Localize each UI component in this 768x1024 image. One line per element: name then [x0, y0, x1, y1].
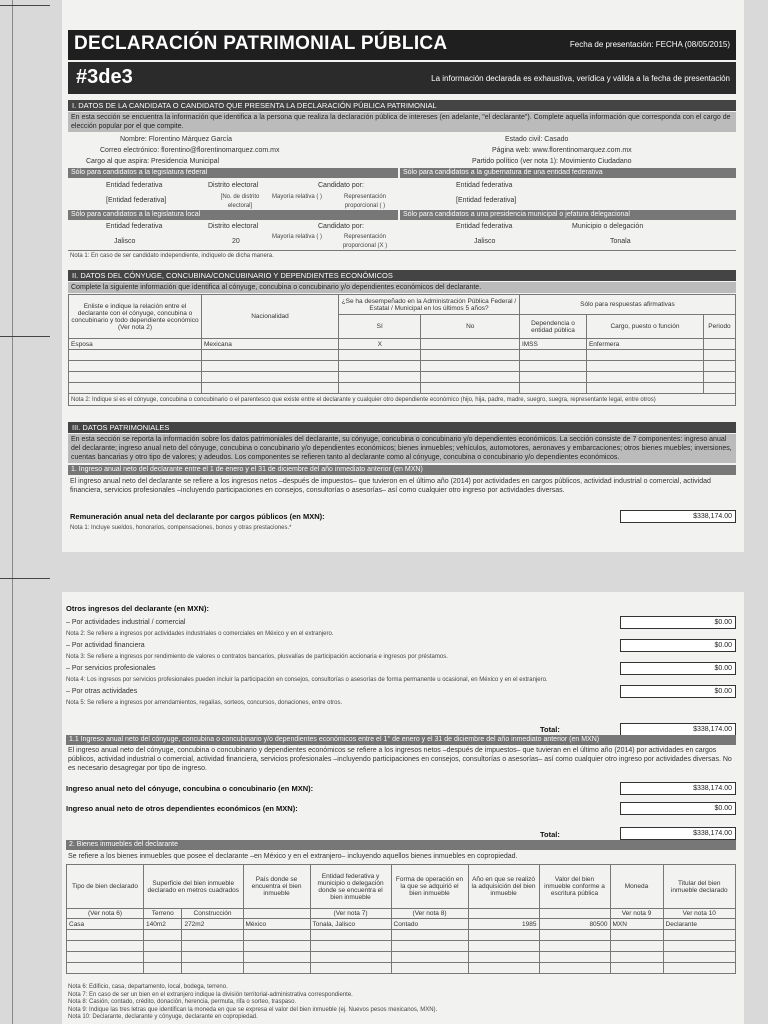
income-other-value: $0.00 — [620, 685, 736, 698]
income-description: El ingreso anual neto del declarante se refiere a los ingresos netos –después de impuestos– que tuvieron en el último año (2014) por actividades en cargos públicos, actividad industrial o comercial, actividad financiera, servicios profesionales –incluyendo participaciones en consejos, consultorías o asesorías– así como cualquier otro ingreso por actividades diversas. — [70, 478, 711, 494]
col-nationality-header: Nacionalidad — [202, 295, 339, 339]
label-entidad-local: Entidad federativa — [106, 223, 163, 230]
th-tipo: Tipo de bien declarado — [67, 865, 144, 909]
cell-forma: Contado — [391, 919, 468, 930]
income-financial-label: – Por actividad financiera — [66, 642, 145, 649]
total-value: $338,174.00 — [620, 723, 736, 736]
col-relation-header — [69, 295, 202, 339]
table-row — [67, 963, 736, 974]
local-legislature-heading: Sólo para candidatos a la legislatura local — [68, 210, 398, 220]
cell-pais: México — [243, 919, 310, 930]
th-superficie: Superficie del bien inmueble declarado en metros cuadrados — [144, 865, 244, 909]
label-municipio: Municipio o delegación — [572, 223, 644, 230]
local-option-representacion: Representación proporcional (X ) — [342, 234, 388, 249]
table-row — [67, 941, 736, 952]
th2-tipo-note: (Ver nota 6) — [67, 909, 144, 919]
municipal-municipio-value: Tonala — [610, 238, 631, 245]
th2-terreno: Terreno — [144, 909, 182, 919]
income-industrial-label: – Por actividades industrial / comercial — [66, 619, 186, 626]
option-mayoria: Mayoría relativa ( ) — [272, 194, 323, 200]
document-title: DECLARACIÓN PATRIMONIAL PÚBLICA — [74, 33, 448, 54]
note-10: Nota 9: Indique las tres letras que identifican la moneda en que se expresa el valor del bien inmueble (ej. Nuevos pesos mexicanos, MXN). — [68, 1006, 438, 1013]
municipal-entidad-value: Jalisco — [474, 238, 496, 245]
note-2: Nota 2: Indique si es el cónyuge, concubina o concubinario o el parentesco que existe entre el declarante y cualquier otro dependiente económico (hijo, hija, padre, madre, suegro, suegra, representante legal, entre otros) — [69, 394, 736, 406]
th2-forma-note: (Ver nota 8) — [391, 909, 468, 919]
table-row — [69, 339, 736, 350]
col-dependencia: Dependencia o entidad pública — [519, 315, 586, 339]
note-9: Nota 8: Casión, contado, crédito, donación, herencia, permuta, rifa o sorteo, traspaso. — [68, 999, 297, 1005]
note-11: Nota 10: Declarante, declarante y cónyuge, declarante en copropiedad. — [68, 1014, 258, 1020]
presentation-date: Fecha de presentación: FECHA (08/05/2015) — [569, 40, 730, 49]
total-label: Total: — [540, 725, 560, 734]
note-8: Nota 7: En caso de ser un bien en el extranjero indique la división territorial-administrativa correspondiente. — [68, 991, 353, 998]
col-relation-label: Enliste e indique la relación entre el declarante con el cónyuge, concubina o concubinario y todo dependiente económico — [71, 302, 199, 324]
table-row — [67, 919, 736, 930]
candidate-position: Cargo al que aspira: Presidencia Municipal — [86, 158, 220, 165]
table-row — [69, 350, 736, 361]
table-row — [69, 383, 736, 394]
section-2-heading: II. DATOS DEL CÓNYUGE, CONCUBINA/CONCUBINARIO Y DEPENDIENTES ECONÓMICOS — [68, 270, 736, 281]
col-cargo: Cargo, puesto o función — [586, 315, 703, 339]
total2-value: $338,174.00 — [620, 827, 736, 840]
note-5: Nota 4: Los ingresos por servicios profesionales pueden incluir la participación en consejos, consultorías o asesorías de forma permanente u ocasional, en México y en el extranjero. — [66, 677, 548, 683]
municipal-presidency-heading: Sólo para candidatos a una presidencia municipal o jefatura delegacional — [400, 210, 736, 220]
real-estate-table — [66, 864, 736, 974]
cell-anio: 1985 — [468, 919, 539, 930]
label-entidad-mun: Entidad federativa — [456, 223, 513, 230]
th-valor: Valor del bien inmueble conforme a escritura pública — [539, 865, 610, 909]
cell-cargo: Enfermera — [586, 339, 703, 350]
label-entidad-gob: Entidad federativa — [456, 182, 513, 189]
income-note-1: Nota 1: Incluye sueldos, honorarios, compensaciones, bonos y otras prestaciones.* — [70, 525, 292, 531]
th2-construccion: Construcción — [182, 909, 243, 919]
scan-left-edge — [12, 0, 13, 1024]
option-representacion: Representación proporcional ( ) — [343, 194, 387, 209]
federal-legislature-heading: Sólo para candidatos a la legislatura federal — [68, 168, 398, 178]
page-two — [62, 592, 744, 1024]
spouse-income-subheading: 1.1 Ingreso anual neto del cónyuge, concubina o concubinario y/o dependientes económicos entre el 1° de enero y el 31 de diciembre del año inmediato anterior (en MXN) — [66, 735, 736, 745]
section-2-intro: Complete la siguiente información que identifica al cónyuge, concubina o concubinario y/o dependientes económicos del declarante. — [68, 282, 736, 293]
cell-no — [421, 339, 519, 350]
real-estate-subheading: 2. Bienes inmuebles del declarante — [66, 840, 736, 850]
cell-si: X — [339, 339, 421, 350]
income-financial-value: $0.00 — [620, 639, 736, 652]
col-affirmative-header: Sólo para respuestas afirmativas — [519, 295, 735, 315]
local-option-mayoria: Mayoría relativa ( ) — [272, 234, 323, 240]
cell-relation: Esposa — [69, 339, 202, 350]
table-row — [67, 930, 736, 941]
th-entidad: Entidad federativa y municipio o delegación donde se encuentra el bien inmueble — [310, 865, 391, 909]
remuneration-value: $338,174.00 — [620, 510, 736, 523]
governorship-heading: Sólo para candidatos a la gubernatura de una entidad federativa — [400, 168, 736, 178]
other-income-label: Otros ingresos del declarante (en MXN): — [66, 604, 209, 613]
candidate-name: Nombre: Florentino Márquez García — [120, 136, 233, 143]
section-1-intro: En esta sección se encuentra la información que identifica a la persona que realiza la declaración pública de intereses (en adelante, "el declarante"). Complete aquella información que corresponda con el cargo de elección popular por el que compite. — [68, 112, 736, 132]
th2-moneda-note: Ver nota 9 — [610, 909, 663, 919]
section-3-heading: III. DATOS PATRIMONIALES — [68, 422, 736, 433]
label-entidad: Entidad federativa — [106, 182, 163, 189]
cell-nationality: Mexicana — [202, 339, 339, 350]
scan-mark — [0, 336, 50, 337]
document-title-bar — [68, 30, 736, 60]
th2-entidad-note: (Ver nota 7) — [310, 909, 391, 919]
dependents-table — [68, 294, 736, 406]
political-party: Partido político (ver nota 1): Movimiento Ciudadano — [472, 158, 632, 165]
section-3-intro: En esta sección se reporta la información sobre los datos patrimoniales del declarante, su cónyuge, concubina o concubinario y/o dependientes económicos. La sección consiste de 7 componentes: ingreso anual del declarante; ingreso anual neto del cónyuge, concubina o concubinario y/o dependientes económicos; bienes inmuebles; vehículos, automotores, aeronaves y embarcaciones; otros bienes muebles; inversiones, cuentas bancarias y otro tipo de valores; y adeudos. Los componentes se refieren tanto al declarante como al cónyuge, concubina o concubinario y/o dependientes económicos. — [68, 434, 736, 463]
marital-status: Estado civil: Casado — [505, 136, 569, 143]
local-distrito-value: 20 — [232, 238, 240, 245]
th-titular: Titular del bien inmueble declarado — [663, 865, 735, 909]
real-estate-description: Se refiere a los bienes inmuebles que posee el declarante –en México y en el extranjero– incluyendo aquellos bienes inmuebles en copropiedad. — [68, 853, 518, 860]
cell-moneda: MXN — [610, 919, 663, 930]
table-row — [69, 361, 736, 372]
income-subheading: 1. Ingreso anual neto del declarante entre el 1 de enero y el 31 de diciembre del año inmediato anterior (en MXN) — [68, 465, 736, 475]
note-6: Nota 5: Se refiere a ingresos por arrendamientos, regalías, sorteos, concursos, donaciones, entre otros. — [66, 700, 343, 706]
income-other-label: – Por otras actividades — [66, 688, 138, 695]
cell-tipo: Casa — [67, 919, 144, 930]
cell-terreno: 140m2 — [144, 919, 182, 930]
cell-titular: Declarante — [663, 919, 735, 930]
income-professional-label: – Por servicios profesionales — [66, 665, 156, 672]
section-1-heading: I. DATOS DE LA CANDIDATA O CANDIDATO QUE PRESENTA LA DECLARACIÓN PÚBLICA PATRIMONIAL — [68, 100, 736, 111]
page-tag: #3de3 — [76, 66, 133, 88]
label-distrito-local: Distrito electoral — [208, 223, 259, 230]
spouse-income-value: $338,174.00 — [620, 782, 736, 795]
label-candidato: Candidato por: — [318, 182, 364, 189]
table-row — [69, 372, 736, 383]
note-3: Nota 2: Se refiere a ingresos por actividades industriales o comerciales en México y en el extranjero. — [66, 631, 334, 637]
th-forma: Forma de operación en la que se adquirió el bien inmueble — [391, 865, 468, 909]
spouse-income-description: El ingreso anual neto del cónyuge, concubina o concubinario y dependientes económicos se refiere a los ingresos netos –después de impuestos– que tuvieran en el último año (2014) por actividades en cargos públicos, actividad industrial o comercial, actividad financiera, servicios profesionales –incluyendo participaciones en consejos, consultorías o asesorías– así como cualquier otro ingreso por actividades diversas. No es necesario desagregar por tipo de ingreso. — [68, 747, 732, 772]
cell-valor: 80500 — [539, 919, 610, 930]
col-periodo: Periodo — [703, 315, 735, 339]
cell-dependencia: IMSS — [519, 339, 586, 350]
table-row — [67, 952, 736, 963]
scan-mark — [0, 578, 50, 579]
cell-construccion: 272m2 — [182, 919, 243, 930]
col-admin-header: ¿Se ha desempeñado en la Administración Pública Federal / Estatal / Municipal en los últimos 5 años? — [339, 295, 520, 315]
income-industrial-value: $0.00 — [620, 616, 736, 629]
th2-titular-note: Ver nota 10 — [663, 909, 735, 919]
th-moneda: Moneda — [610, 865, 663, 909]
remuneration-label: Remuneración anual neta del declarante por cargos públicos (en MXN): — [70, 512, 325, 521]
candidate-website: Página web: www.florentinomarquez.com.mx — [492, 147, 632, 154]
placeholder-distrito: [No. de distrito electoral] — [220, 194, 260, 209]
cell-entidad: Tonala, Jalisco — [310, 919, 391, 930]
note-1: Nota 1: En caso de ser candidato independiente, indíquelo de dicha manera. — [70, 253, 274, 259]
real-estate-notes — [68, 984, 437, 1022]
page-one — [62, 0, 744, 552]
divider — [68, 250, 736, 251]
th-anio: Año en que se realizó la adquisición del bien inmueble — [468, 865, 539, 909]
placeholder-entidad: [Entidad federativa] — [106, 197, 167, 204]
note-7: Nota 6: Edificio, casa, departamento, local, bodega, terreno. — [68, 984, 228, 990]
label-candidato-local: Candidato por: — [318, 223, 364, 230]
income-professional-value: $0.00 — [620, 662, 736, 675]
label-distrito: Distrito electoral — [208, 182, 259, 189]
cell-periodo — [703, 339, 735, 350]
col-no: No — [421, 315, 519, 339]
document-tag-bar — [68, 62, 736, 94]
th-pais: País donde se encuentra el bien inmueble — [243, 865, 310, 909]
dependents-income-label: Ingreso anual neto de otros dependientes económicos (en MXN): — [66, 804, 298, 813]
col-relation-note: (Ver nota 2) — [118, 323, 152, 331]
spouse-income-label: Ingreso anual neto del cónyuge, concubina o concubinario (en MXN): — [66, 784, 314, 793]
local-entidad-value: Jalisco — [114, 238, 136, 245]
total2-label: Total: — [540, 830, 560, 839]
candidate-email: Correo electrónico: florentino@florentinomarquez.com.mx — [100, 147, 280, 154]
scan-mark — [0, 5, 50, 6]
col-si: Sí — [339, 315, 421, 339]
validity-statement: La información declarada es exhaustiva, verídica y válida a la fecha de presentación — [431, 74, 730, 83]
note-4: Nota 3: Se refiere a ingresos por rendimiento de valores o contratos bancarios, plusvalías de participación accionaria e ingresos por préstamos. — [66, 654, 448, 660]
placeholder-entidad-gob: [Entidad federativa] — [456, 197, 517, 204]
dependents-income-value: $0.00 — [620, 802, 736, 815]
